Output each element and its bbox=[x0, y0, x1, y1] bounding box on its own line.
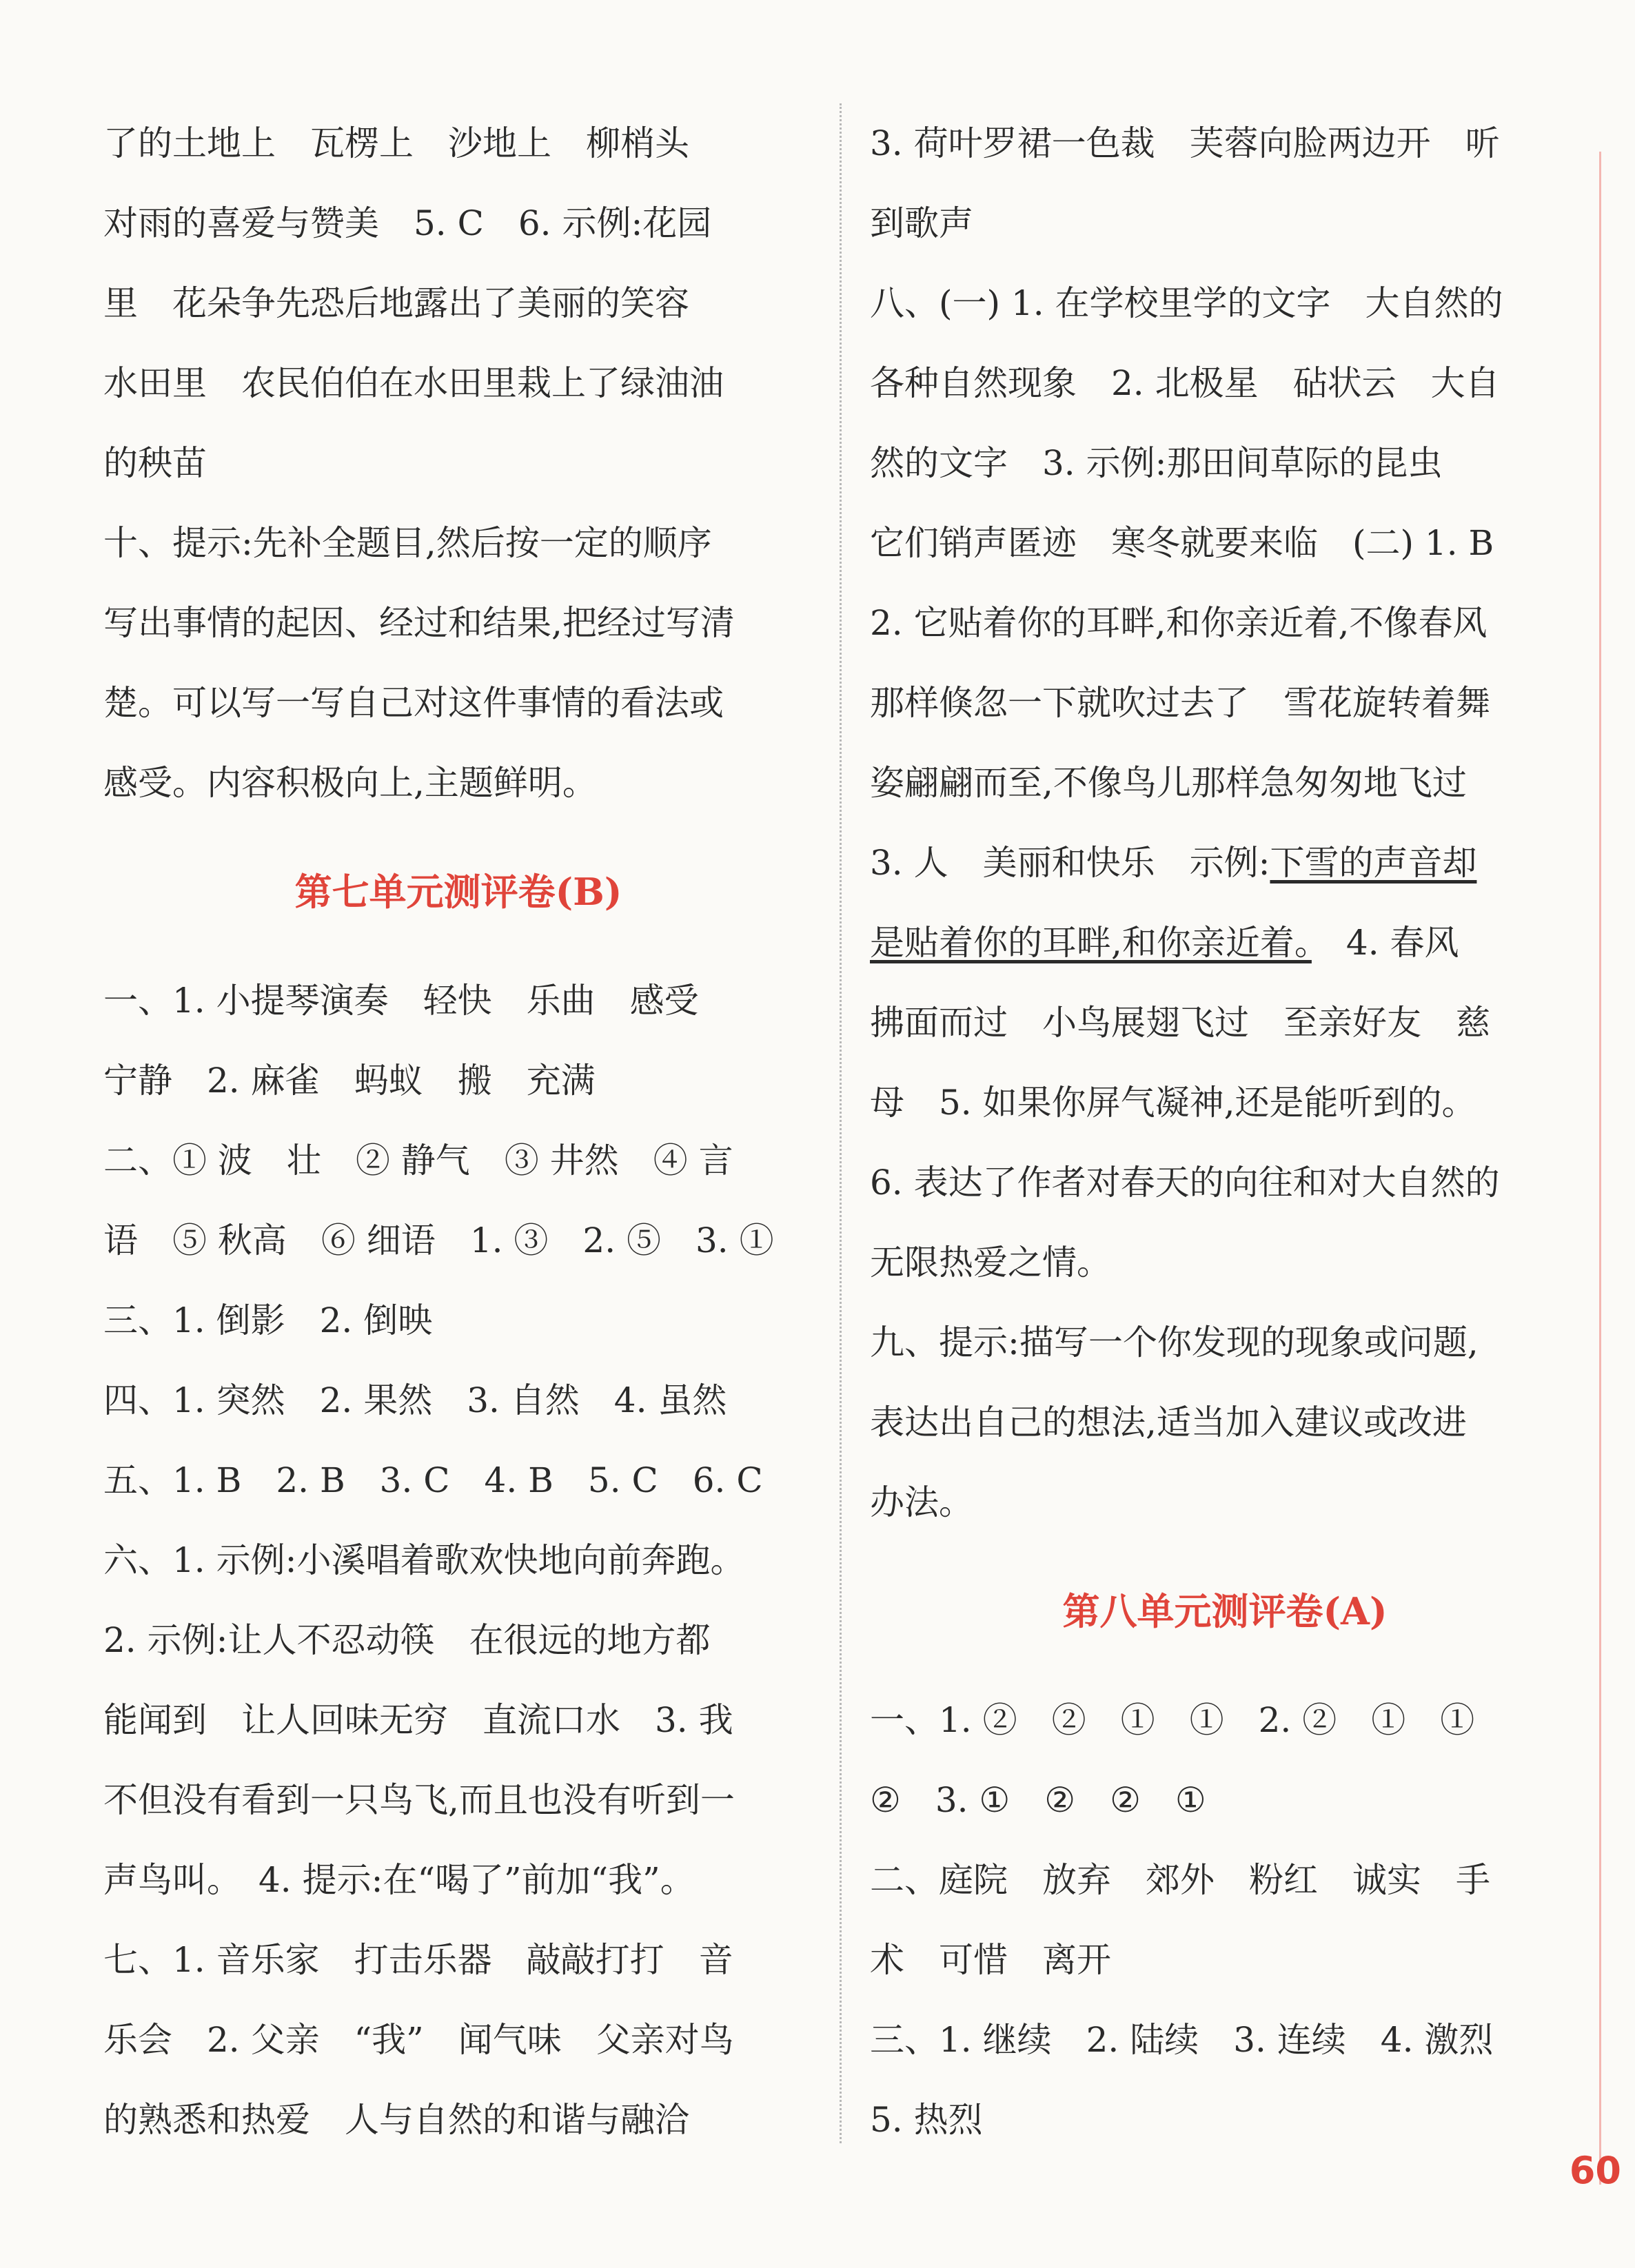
text-line: 三、1. 继续 2. 陆续 3. 连续 4. 激烈 bbox=[870, 2020, 1494, 2060]
text-line: 2. 它贴着你的耳畔,和你亲近着,不像春风 bbox=[870, 603, 1487, 643]
text-line: 语 ⑤ 秋高 ⑥ 细语 1. ③ 2. ⑤ 3. ① bbox=[103, 1220, 774, 1260]
text-line: 七、1. 音乐家 打击乐器 敲敲打打 音 bbox=[103, 1940, 733, 1980]
text-line: 不但没有看到一只鸟飞,而且也没有听到一 bbox=[103, 1780, 735, 1820]
text-line bbox=[870, 823, 1580, 903]
text-line: 感受。内容积极向上,主题鲜明。 bbox=[103, 763, 597, 803]
underlined-example: 是贴着你的耳畔,和你亲近着。 bbox=[870, 923, 1312, 963]
text-line: 那样倏忽一下就吹过去了 雪花旋转着舞 bbox=[870, 683, 1490, 723]
left-column bbox=[103, 103, 813, 2160]
text-line: 术 可惜 离开 bbox=[870, 1940, 1111, 1980]
text-line: 2. 示例:让人不忍动筷 在很远的地方都 bbox=[103, 1620, 711, 1660]
text-line: 里 花朵争先恐后地露出了美丽的笑容 bbox=[103, 283, 689, 323]
page-edge-line bbox=[1599, 152, 1601, 2185]
text-line: 的秧苗 bbox=[103, 443, 207, 483]
text-line: 对雨的喜爱与赞美 5. C 6. 示例:花园 bbox=[103, 203, 712, 243]
text-line: 水田里 农民伯伯在水田里栽上了绿油油 bbox=[103, 363, 724, 403]
text-line: 然的文字 3. 示例:那田间草际的昆虫 bbox=[870, 443, 1443, 483]
text-line: 二、庭院 放弃 郊外 粉红 诚实 手 bbox=[870, 1860, 1490, 1900]
text-line: 姿翩翩而至,不像鸟儿那样急匆匆地飞过 bbox=[870, 763, 1467, 803]
text-line: 6. 表达了作者对春天的向往和对大自然的 bbox=[870, 1163, 1500, 1203]
text-line: 无限热爱之情。 bbox=[870, 1243, 1111, 1283]
text-line: 四、1. 突然 2. 果然 3. 自然 4. 虽然 bbox=[103, 1380, 727, 1420]
text-line: 拂面而过 小鸟展翅飞过 至亲好友 慈 bbox=[870, 1003, 1490, 1043]
text-line: 能闻到 让人回味无穷 直流口水 3. 我 bbox=[103, 1700, 733, 1740]
text-line: 宁静 2. 麻雀 蚂蚁 搬 充满 bbox=[103, 1061, 596, 1101]
text-line: 3. 荷叶罗裙一色裁 芙蓉向脸两边开 听 bbox=[870, 123, 1500, 163]
text-line: 五、1. B 2. B 3. C 4. B 5. C 6. C bbox=[103, 1460, 763, 1500]
text-line: 到歌声 bbox=[870, 203, 973, 243]
text-line: 楚。可以写一写自己对这件事情的看法或 bbox=[103, 683, 724, 723]
text-line: 十、提示:先补全题目,然后按一定的顺序 bbox=[103, 523, 712, 563]
column-divider bbox=[840, 103, 842, 2143]
text-line: ② 3. ① ② ② ① bbox=[870, 1780, 1206, 1820]
text-line: 写出事情的起因、经过和结果,把经过写清 bbox=[103, 603, 735, 643]
right-column bbox=[870, 103, 1580, 2160]
underlined-example: 下雪的声音却 bbox=[1270, 843, 1477, 883]
page-number: 60 bbox=[1569, 2149, 1621, 2192]
text-line: 表达出自己的想法,适当加入建议或改进 bbox=[870, 1402, 1467, 1442]
text-line: 一、1. ② ② ① ① 2. ② ① ① bbox=[870, 1700, 1475, 1740]
text-line: 三、1. 倒影 2. 倒映 bbox=[103, 1300, 433, 1340]
text-line: 办法。 bbox=[870, 1482, 973, 1522]
text-line: 八、(一) 1. 在学校里学的文字 大自然的 bbox=[870, 283, 1503, 323]
section-heading-unit7-b: 第七单元测评卷(B) bbox=[294, 870, 622, 914]
text-line: 各种自然现象 2. 北极星 砧状云 大自 bbox=[870, 363, 1500, 403]
text-line: 了的土地上 瓦楞上 沙地上 柳梢头 bbox=[103, 123, 689, 163]
text-line: 二、① 波 壮 ② 静气 ③ 井然 ④ 言 bbox=[103, 1141, 733, 1181]
text-segment: 3. 人 美丽和快乐 示例: bbox=[870, 843, 1270, 883]
text-line: 的熟悉和热爱 人与自然的和谐与融洽 bbox=[103, 2100, 689, 2140]
text-line bbox=[870, 903, 1580, 983]
text-line: 声鸟叫。 4. 提示:在“喝了”前加“我”。 bbox=[103, 1860, 695, 1900]
text-segment: 4. 春风 bbox=[1311, 923, 1459, 963]
text-line: 九、提示:描写一个你发现的现象或问题, bbox=[870, 1322, 1479, 1362]
text-line: 乐会 2. 父亲 “我” 闻气味 父亲对鸟 bbox=[103, 2020, 734, 2060]
section-heading-unit8-a: 第八单元测评卷(A) bbox=[1062, 1589, 1388, 1633]
text-line: 一、1. 小提琴演奏 轻快 乐曲 感受 bbox=[103, 981, 699, 1021]
text-line: 它们销声匿迹 寒冬就要来临 (二) 1. B bbox=[870, 523, 1494, 563]
text-line: 5. 热烈 bbox=[870, 2100, 983, 2140]
text-line: 六、1. 示例:小溪唱着歌欢快地向前奔跑。 bbox=[103, 1540, 745, 1580]
text-line: 母 5. 如果你屏气凝神,还是能听到的。 bbox=[870, 1083, 1476, 1123]
